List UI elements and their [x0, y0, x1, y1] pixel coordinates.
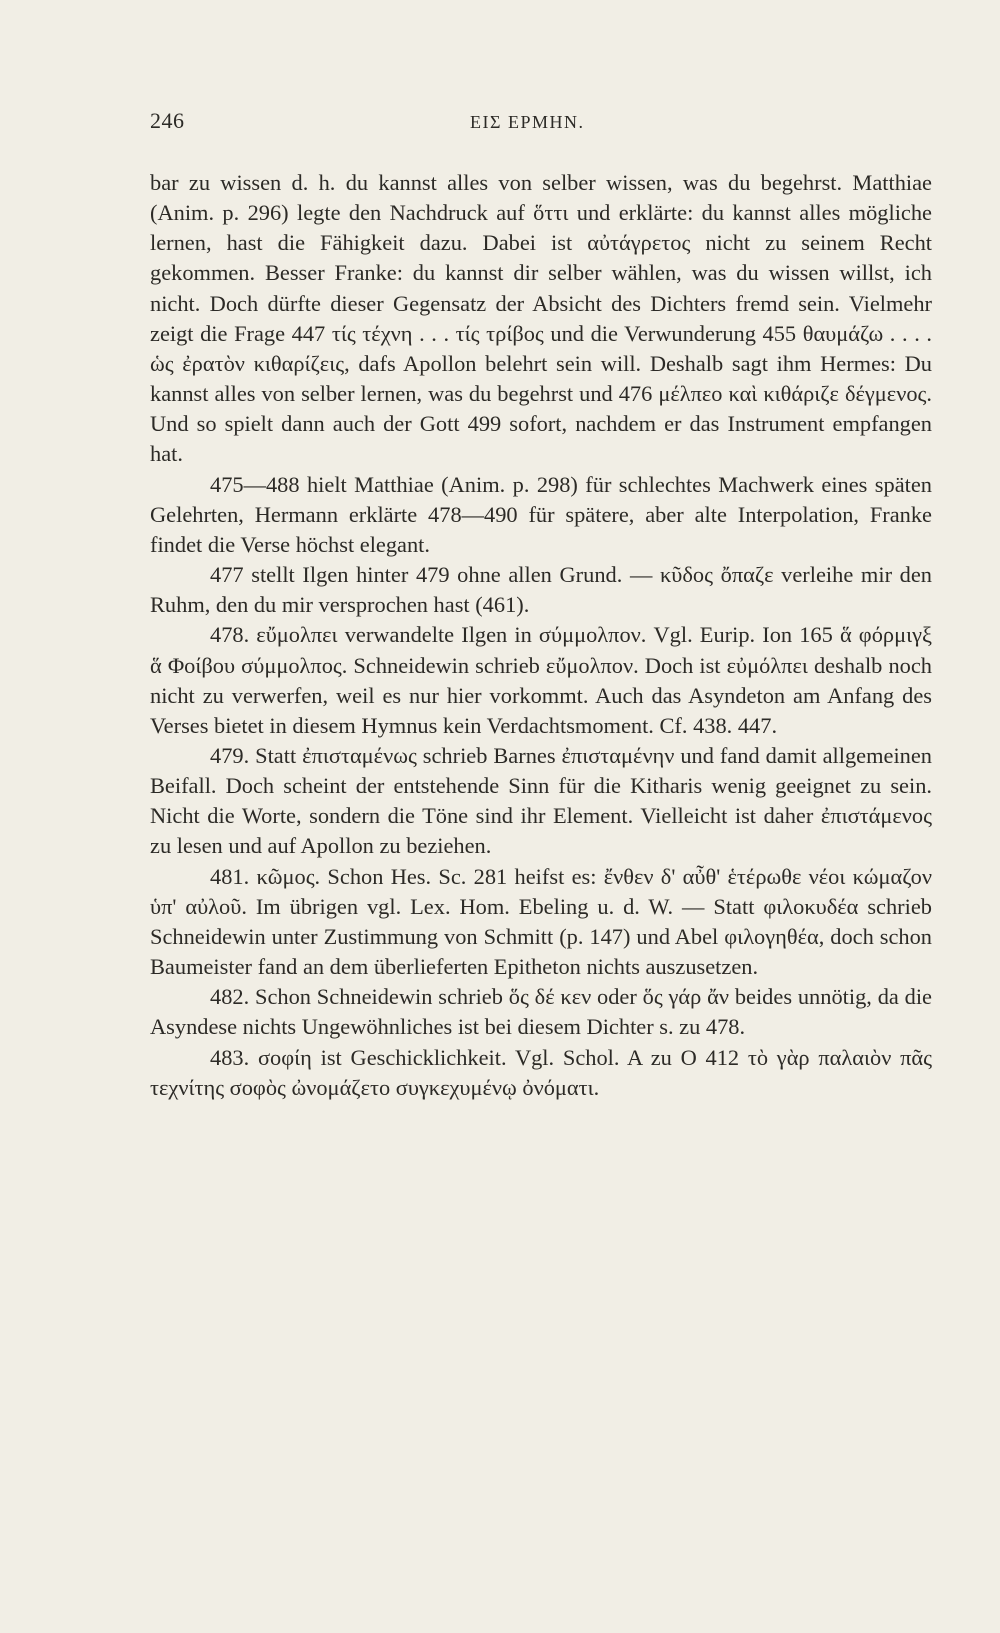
page-number: 246 — [150, 108, 185, 133]
page-body — [150, 168, 932, 1103]
page-header — [150, 108, 932, 144]
paragraph-note-481: 481. κῶμος. Schon Hes. Sc. 281 heifst es: ἔνθεν δ' αὖθ' ἑτέρωθε νέοι κώμαζον ὑπ' αὐλοῦ. Im übrigen vgl. Lex. Hom. Ebeling u. d. W. — Statt φιλοκυδέα schrieb Schneidewin unter Zustimmung von Schmitt (p. 147) und Abel φιλογηθέα, doch schon Baumeister fand an dem überlieferten Epitheton nichts auszusetzen. — [150, 863, 932, 980]
paragraph-note-477: 477 stellt Ilgen hinter 479 ohne allen Grund. — κῦδος ὄπαζε verleihe mir den Ruhm, den du mir versprochen hast (461). — [150, 562, 932, 618]
paragraph-note-483: 483. σοφίη ist Geschicklichkeit. Vgl. Schol. A zu O 412 τὸ γὰρ παλαιὸν πᾶς τεχνίτης σοφὸς ὠνομάζετο συγκεχυμένῳ ὀνόματι. — [150, 1044, 932, 1100]
paragraph-continuation: bar zu wissen d. h. du kannst alles von selber wissen, was du begehrst. Matthiae (Anim. p. 296) legte den Nachdruck auf ὅττι und erklärte: du kannst alles mögliche lernen, hast die Fähigkeit dazu. Dabei ist αὐτάγρετος nicht zu seinem Recht gekommen. Besser Franke: du kannst dir selber wählen, was du wissen willst, ich nicht. Doch dürfte dieser Gegensatz der Absicht des Dichters fremd sein. Vielmehr zeigt die Frage 447 τίς τέχνη . . . τίς τρίβος und die Verwunderung 455 θαυμάζω . . . . ὡς ἐρατὸν κιθαρίζεις, dafs Apollon belehrt sein will. Deshalb sagt ihm Hermes: Du kannst alles von selber lernen, was du begehrst und 476 μέλπεο καὶ κιθάριζε δέγμενος. Und so spielt dann auch der Gott 499 sofort, nachdem er das Instrument empfangen hat. — [150, 170, 932, 467]
paragraph-note-478: 478. εὔμολπει verwandelte Ilgen in σύμμολπον. Vgl. Eurip. Ion 165 ἅ φόρμιγξ ἅ Φοίβου σύμμολπος. Schneidewin schrieb εὔμολπον. Doch ist εὐμόλπει deshalb noch nicht zu verwerfen, weil es nur hier vorkommt. Auch das Asyndeton am Anfang des Verses bietet in diesem Hymnus kein Verdachtsmoment. Cf. 438. 447. — [150, 622, 932, 738]
paragraph-note-479: 479. Statt ἐπισταμένως schrieb Barnes ἐπισταμένην und fand damit allgemeinen Beifall. Doch scheint der entstehende Sinn für die Kitharis wenig geeignet zu sein. Nicht die Worte, sondern die Töne sind ihr Element. Vielleicht ist daher ἐπιστάμενος zu lesen und auf Apollon zu beziehen. — [150, 742, 932, 859]
running-title: ΕΙΣ ΕΡΜΗΝ. — [470, 112, 585, 132]
paragraph-note-482: 482. Schon Schneidewin schrieb ὅς δέ κεν oder ὅς γάρ ἄν beides unnötig, da die Asyndese nichts Ungewöhnliches ist bei diesem Dichter s. zu 478. — [150, 984, 932, 1040]
paragraph-note-475-488: 475—488 hielt Matthiae (Anim. p. 298) für schlechtes Machwerk eines späten Gelehrten, Hermann erklärte 478—490 für spätere, aber alte Interpolation, Franke findet die Verse höchst elegant. — [150, 471, 932, 557]
